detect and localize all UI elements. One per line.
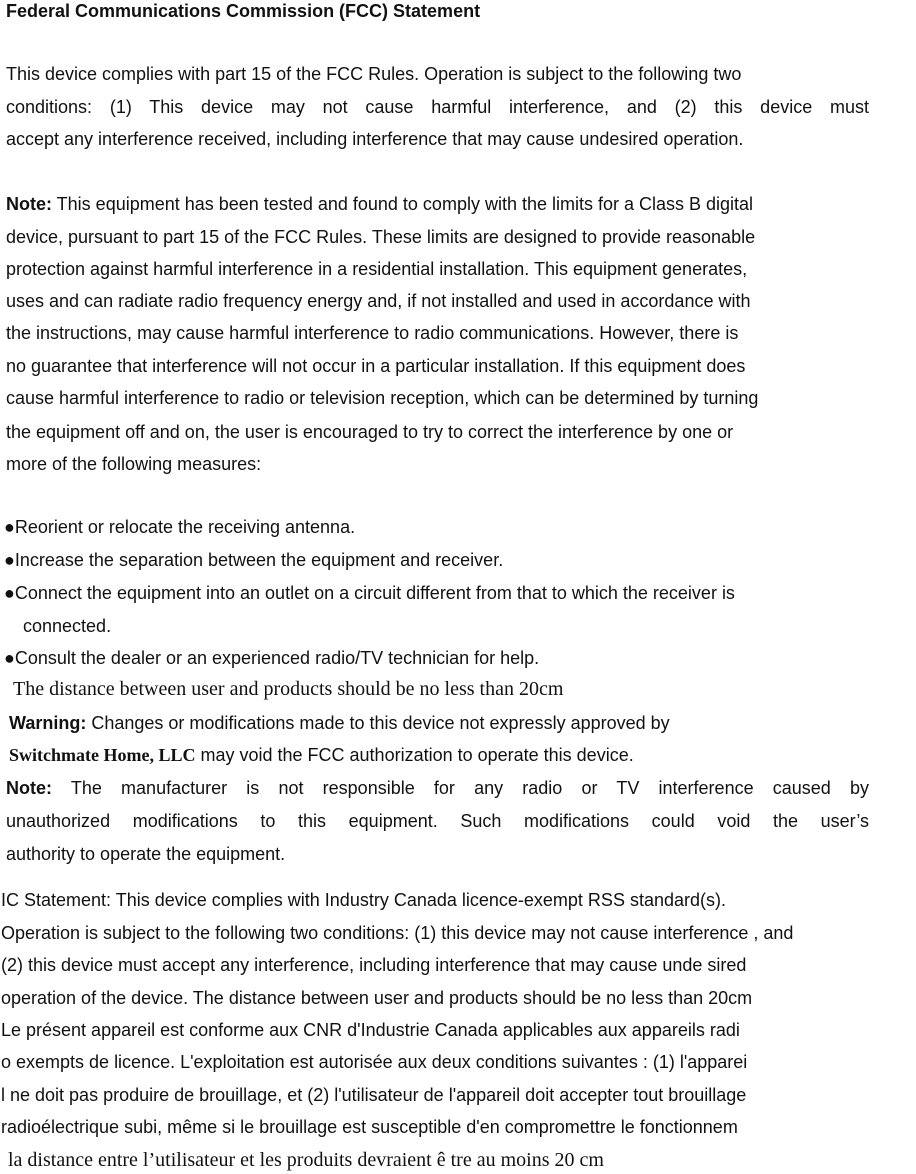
warning-line xyxy=(9,712,670,734)
list-item-text: Increase the separation between the equipment and receiver. xyxy=(14,550,504,570)
compliance-line: accept any interference received, including interference that may cause undesired operation. xyxy=(6,129,744,149)
list-item xyxy=(4,549,503,571)
bullet-icon: ● xyxy=(4,550,15,570)
list-item xyxy=(4,582,735,604)
list-item xyxy=(4,516,355,538)
note-paragraph-line: device, pursuant to part 15 of the FCC Rules. These limits are designed to provide reasonable xyxy=(6,227,756,247)
list-item-text: Connect the equipment into an outlet on a circuit different from that to which the receiver is xyxy=(14,583,735,603)
warning-line xyxy=(9,744,634,766)
note-paragraph-line xyxy=(6,193,753,215)
list-item-continuation: connected. xyxy=(23,616,112,636)
note2-line: unauthorized modifications to this equipment. Such modifications could void the user’s xyxy=(6,811,869,831)
note-text: This equipment has been tested and found to comply with the limits for a Class B digital xyxy=(52,194,754,214)
ic-statement-line: (2) this device must accept any interference, including interference that may cause unde sired xyxy=(1,955,747,975)
ic-statement-line: Operation is subject to the following two conditions: (1) this device may not cause interference , and xyxy=(1,923,794,943)
warning-text: may void the FCC authorization to operate this device. xyxy=(195,745,634,765)
note-paragraph-line: the equipment off and on, the user is encouraged to try to correct the interference by one or xyxy=(6,422,734,442)
ic-french-line: l ne doit pas produire de brouillage, et (2) l'utilisateur de l'appareil doit accepter tout brouillage xyxy=(1,1085,747,1105)
note-paragraph-line: the instructions, may cause harmful interference to radio communications. However, there is xyxy=(6,323,739,343)
note-paragraph-line: no guarantee that interference will not occur in a particular installation. If this equipment does xyxy=(6,356,746,376)
ic-french-line: radioélectrique subi, même si le brouillage est susceptible d'en compromettre le fonctionnem xyxy=(1,1117,738,1137)
ic-statement-line: IC Statement: This device complies with Industry Canada licence-exempt RSS standard(s). xyxy=(1,890,726,910)
note-label: Note: xyxy=(6,194,52,214)
note-paragraph-line: uses and can radiate radio frequency energy and, if not installed and used in accordance with xyxy=(6,291,751,311)
note2-label: Note: xyxy=(6,778,52,798)
list-item xyxy=(4,647,539,669)
compliance-line: This device complies with part 15 of the FCC Rules. Operation is subject to the following two xyxy=(6,64,742,84)
warning-text: Changes or modifications made to this device not expressly approved by xyxy=(86,713,670,733)
french-distance-statement: la distance entre l’utilisateur et les produits devraient ê tre au moins 20 cm xyxy=(8,1149,604,1171)
note-paragraph-line: more of the following measures: xyxy=(6,454,262,474)
note2-line xyxy=(6,777,869,799)
note2-line: authority to operate the equipment. xyxy=(6,844,286,864)
distance-statement: The distance between user and products should be no less than 20cm xyxy=(13,678,564,700)
ic-statement-line: operation of the device. The distance between user and products should be no less than 20cm xyxy=(1,988,753,1008)
note-paragraph-line: protection against harmful interference in a residential installation. This equipment generates, xyxy=(6,259,748,279)
company-name: Switchmate Home, LLC xyxy=(9,745,196,765)
ic-french-line: o exempts de licence. L'exploitation est autorisée aux deux conditions suivantes : (1) l'apparei xyxy=(1,1052,748,1072)
fcc-statement-title: Federal Communications Commission (FCC) Statement xyxy=(6,1,481,21)
note2-text: The manufacturer is not responsible for any radio or TV interference caused by xyxy=(52,778,869,798)
note-paragraph-line: cause harmful interference to radio or television reception, which can be determined by turning xyxy=(6,388,759,408)
bullet-icon: ● xyxy=(4,517,15,537)
bullet-icon: ● xyxy=(4,583,15,603)
list-item-text: Consult the dealer or an experienced radio/TV technician for help. xyxy=(14,648,540,668)
ic-french-line: Le présent appareil est conforme aux CNR d'Industrie Canada applicables aux appareils radi xyxy=(1,1020,740,1040)
list-item-text: Reorient or relocate the receiving antenna. xyxy=(14,517,356,537)
bullet-icon: ● xyxy=(4,648,15,668)
compliance-line: conditions: (1) This device may not cause harmful interference, and (2) this device must xyxy=(6,97,869,117)
warning-label: Warning: xyxy=(9,713,87,733)
